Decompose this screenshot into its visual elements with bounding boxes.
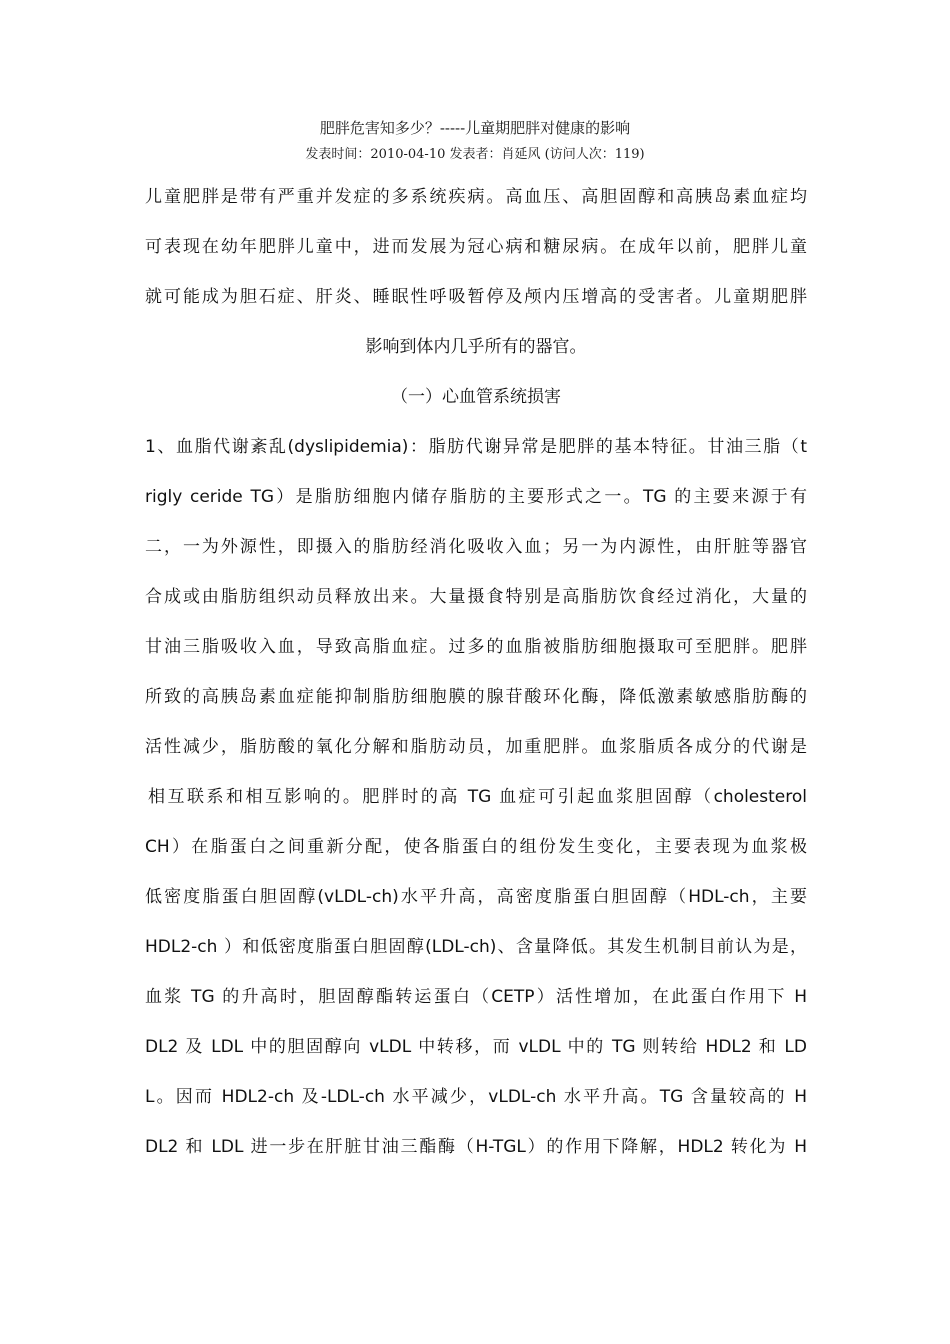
section-heading: （一）心血管系统损害 xyxy=(391,387,561,407)
intro-line: 儿童肥胖是带有严重并发症的多系统疾病。高血压、高胆固醇和高胰岛素血症均 xyxy=(145,187,807,207)
section-line: 二，一为外源性，即摄入的脂肪经消化吸收入血；另一为内源性，由肝脏等器官 xyxy=(145,537,807,557)
section-line: 甘油三脂吸收入血，导致高脂血症。过多的血脂被脂肪细胞摄取可至肥胖。肥胖 xyxy=(145,637,807,657)
intro-line: 可表现在幼年肥胖儿童中，进而发展为冠心病和糖尿病。在成年以前，肥胖儿童 xyxy=(145,237,807,257)
section-line: DL2 及 LDL 中的胆固醇向 vLDL 中转移，而 vLDL 中的 TG 则转给 HDL2 和 LD xyxy=(145,1037,807,1057)
section-line: CH）在脂蛋白之间重新分配，使各脂蛋白的组份发生变化，主要表现为血浆极 xyxy=(145,837,807,857)
article-body xyxy=(145,172,807,1172)
section-line: 活性减少，脂肪酸的氧化分解和脂肪动员，加重肥胖。血浆脂质各成分的代谢是 xyxy=(145,737,807,757)
article-title: 肥胖危害知多少？-----儿童期肥胖对健康的影响 xyxy=(319,119,631,137)
section-line: 所致的高胰岛素血症能抑制脂肪细胞膜的腺苷酸环化酶，降低激素敏感脂肪酶的 xyxy=(145,687,807,707)
section-line: rigly ceride TG）是脂肪细胞内储存脂肪的主要形式之一。TG 的主要来源于有 xyxy=(145,487,807,507)
intro-line: 就可能成为胆石症、肝炎、睡眠性呼吸暂停及颅内压增高的受害者。儿童期肥胖 xyxy=(145,287,807,307)
article-meta: 发表时间：2010-04-10 发表者：肖延风 (访问人次：119) xyxy=(305,147,645,162)
section-line: 合成或由脂肪组织动员释放出来。大量摄食特别是高脂肪饮食经过消化，大量的 xyxy=(145,587,807,607)
section-line: 低密度脂蛋白胆固醇(vLDL-ch)水平升高，高密度脂蛋白胆固醇（HDL-ch，主要 xyxy=(145,887,807,907)
section-line: 1、血脂代谢紊乱(dyslipidemia)：脂肪代谢异常是肥胖的基本特征。甘油三脂（t xyxy=(145,437,807,457)
section-line: 相互联系和相互影响的。肥胖时的高 TG 血症可引起血浆胆固醇（cholesterol xyxy=(148,787,807,807)
section-line: 血浆 TG 的升高时，胆固醇酯转运蛋白（CETP）活性增加，在此蛋白作用下 H xyxy=(145,987,807,1007)
section-line: DL2 和 LDL 进一步在肝脏甘油三酯酶（H-TGL）的作用下降解，HDL2 转化为 H xyxy=(145,1137,807,1157)
section-line: HDL2-ch ）和低密度脂蛋白胆固醇(LDL-ch)、含量降低。其发生机制目前认为是， xyxy=(145,937,807,957)
intro-line: 影响到体内几乎所有的器官。 xyxy=(365,337,587,357)
section-line: L。因而 HDL2-ch 及-LDL-ch 水平减少，vLDL-ch 水平升高。TG 含量较高的 H xyxy=(145,1087,807,1107)
